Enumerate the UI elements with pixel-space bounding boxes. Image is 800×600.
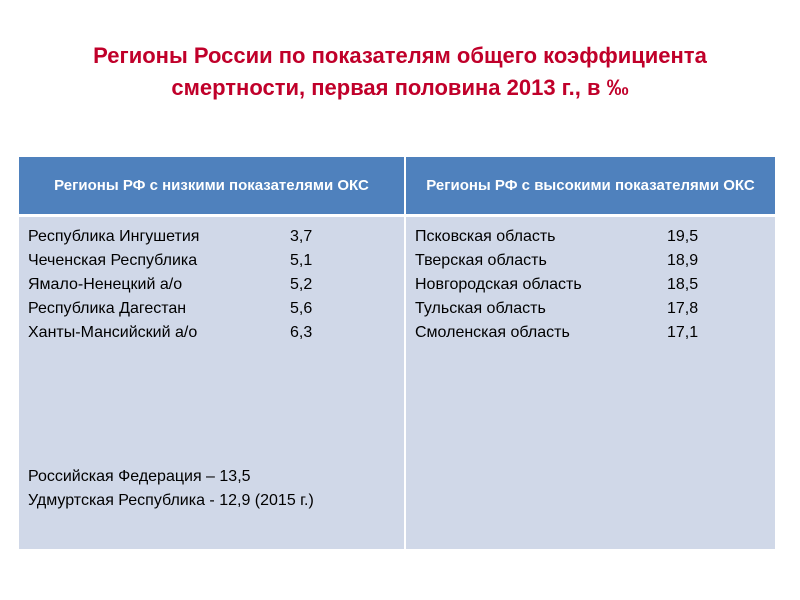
region-name: Новгородская область (415, 275, 582, 293)
table-row (28, 225, 395, 249)
region-name: Смоленская область (415, 323, 570, 341)
table-row (415, 297, 766, 321)
region-name: Тверская область (415, 251, 547, 269)
slide-title-line-1: Регионы России по показателям общего коэффициента (93, 43, 707, 68)
header-high-regions: Регионы РФ с высокими показателями ОКС (405, 157, 775, 215)
region-name: Псковская область (415, 227, 556, 245)
slide-title (20, 40, 780, 104)
region-value: 5,2 (290, 275, 313, 293)
table-header-row (19, 157, 775, 215)
region-value: 17,8 (667, 299, 699, 317)
table-row (28, 297, 395, 321)
region-value: 19,5 (667, 227, 699, 245)
header-low-regions: Регионы РФ с низкими показателями ОКС (19, 157, 405, 215)
region-value: 18,5 (667, 275, 699, 293)
low-regions-cell (19, 215, 405, 549)
table-row (28, 249, 395, 273)
region-name: Республика Ингушетия (28, 227, 200, 245)
region-value: 18,9 (667, 251, 699, 269)
table-row (415, 321, 766, 345)
table-row (415, 249, 766, 273)
table-body-row (19, 215, 775, 549)
region-name: Ямало-Ненецкий а/о (28, 275, 183, 293)
slide-title-line-2: смертности, первая половина 2013 г., в ‰ (171, 75, 629, 100)
region-value: 5,1 (290, 251, 313, 269)
summary-udmurtia: Удмуртская Республика - 12,9 (2015 г.) (28, 491, 314, 509)
summary-russia: Российская Федерация – 13,5 (28, 467, 251, 485)
table-row (28, 273, 395, 297)
region-name: Чеченская Республика (28, 251, 198, 269)
region-name: Ханты-Мансийский а/о (28, 323, 198, 341)
mortality-table (19, 157, 775, 549)
region-value: 3,7 (290, 227, 313, 245)
summary-block (28, 465, 314, 513)
table-row (415, 273, 766, 297)
region-value: 17,1 (667, 323, 699, 341)
region-name: Республика Дагестан (28, 299, 187, 317)
region-value: 6,3 (290, 323, 313, 341)
high-regions-cell (405, 215, 775, 549)
table-row (415, 225, 766, 249)
region-value: 5,6 (290, 299, 313, 317)
table-row (28, 321, 395, 345)
region-name: Тульская область (415, 299, 546, 317)
